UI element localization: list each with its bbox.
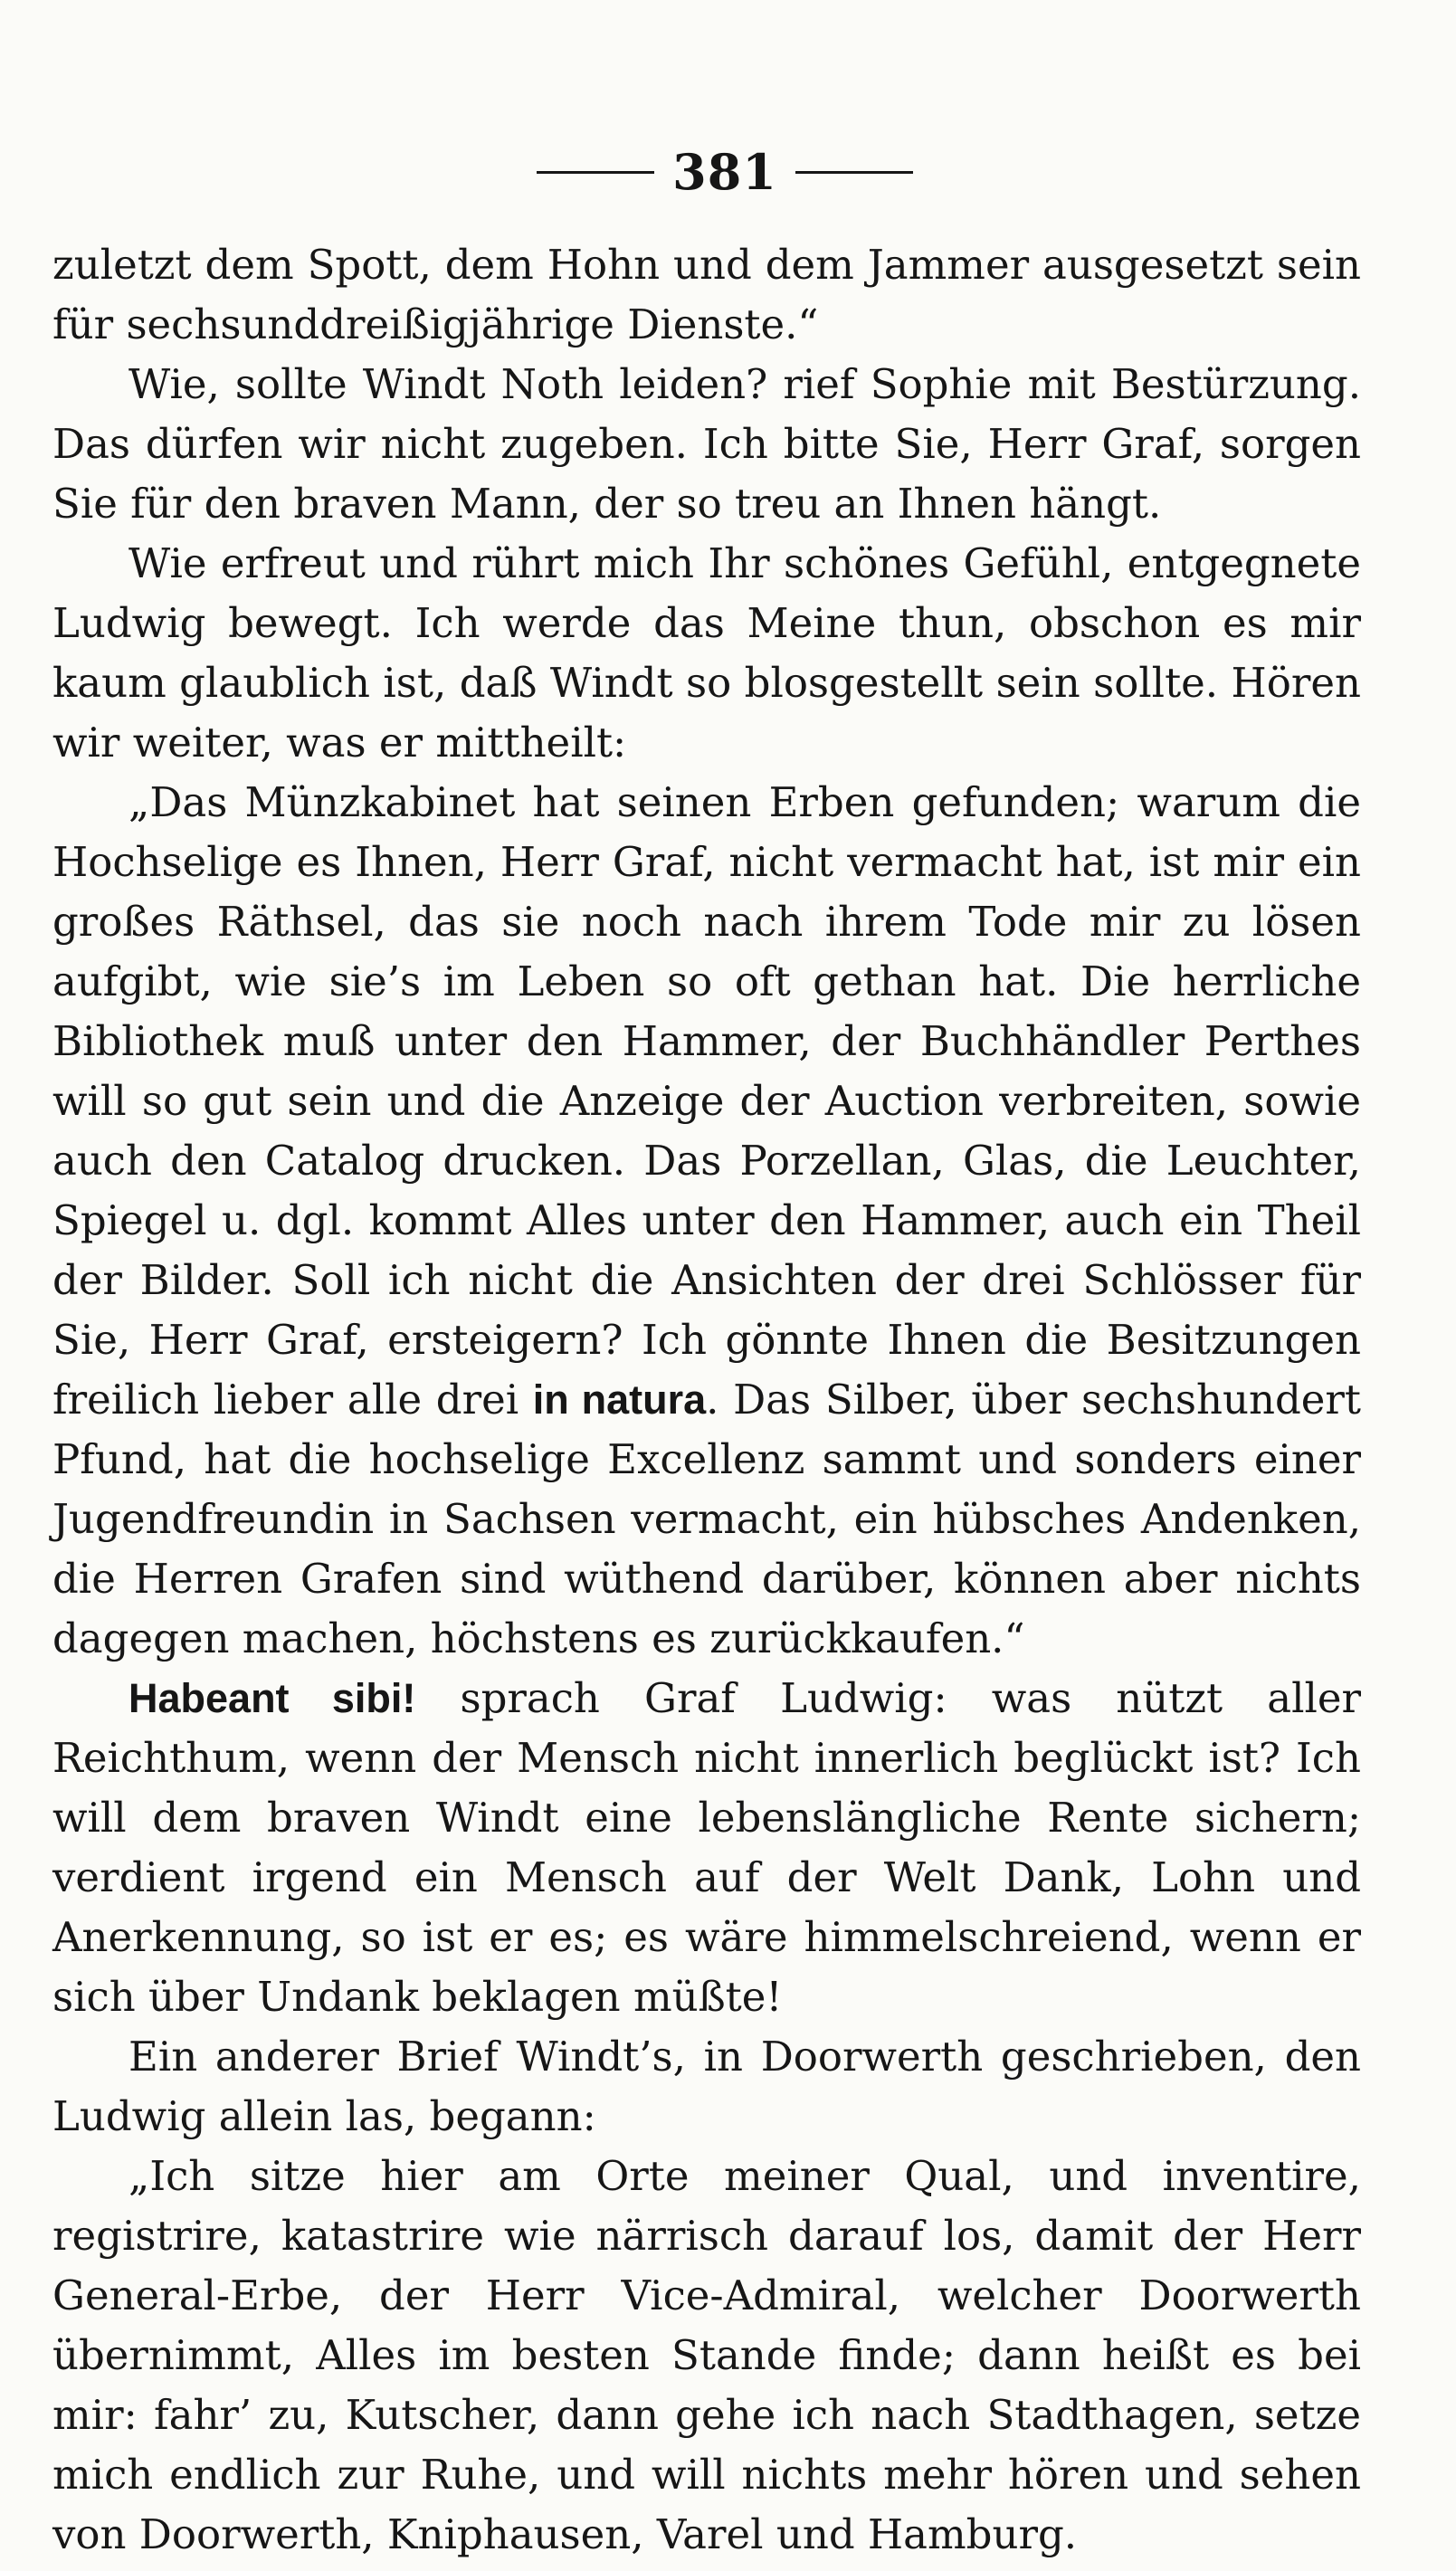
- header-rule-right: [795, 171, 913, 174]
- page-header: [89, 145, 1361, 199]
- text-run: „Das Münzkabinet hat seinen Erben gefunden; warum die Hochselige es Ihnen, Herr Graf, nicht vermacht hat, ist mir ein großes Räthsel, das sie noch nach ihrem Tode mir zu lösen aufgibt, wie sie’s im Leben so oft gethan hat. Die herrliche Bibliothek muß unter den Hammer, der Buchhändler Perthes will so gut sein und die Anzeige der Auction verbreiten, sowie auch den Catalog drucken. Das Porzellan, Glas, die Leuchter, Spiegel u. dgl. kommt Alles unter den Hammer, auch ein Theil der Bilder. Soll ich nicht die Ansichten der drei Schlösser für Sie, Herr Graf, ersteigern? Ich gönnte Ihnen die Besitzungen freilich lieber alle drei: [52, 778, 1361, 1424]
- latin-phrase: Habeant sibi!: [128, 1675, 416, 1721]
- paragraph: [52, 773, 1361, 1669]
- paragraph: [52, 355, 1361, 534]
- text-run: Wie, sollte Windt Noth leiden? rief Sophie mit Bestürzung. Das dürfen wir nicht zugeben. Ich bitte Sie, Herr Graf, sorgen Sie für den braven Mann, der so treu an Ihnen hängt.: [52, 360, 1361, 528]
- text-run: sprach Graf Ludwig: was nützt aller Reichthum, wenn der Mensch nicht innerlich beglückt ist? Ich will dem braven Windt eine lebenslängliche Rente sichern; verdient irgend ein Mensch auf der Welt Dank, Lohn und Anerkennung, so ist er es; es wäre himmelschreiend, wenn er sich über Undank beklagen müßte!: [52, 1674, 1361, 2021]
- paragraph: [52, 2147, 1361, 2565]
- text-run: „Ich sitze hier am Orte meiner Qual, und inventire, registrire, katastrire wie närrisch darauf los, damit der Herr General-Erbe, der Herr Vice-Admiral, welcher Doorwerth übernimmt, Alles im besten Stande finde; dann heißt es bei mir: fahr’ zu, Kutscher, dann gehe ich nach Stadthagen, setze mich endlich zur Ruhe, und will nichts mehr hören und sehen von Doorwerth, Kniphausen, Varel und Hamburg.: [52, 2152, 1361, 2558]
- paragraph: [52, 2027, 1361, 2147]
- page-number: 381: [672, 143, 777, 201]
- latin-phrase: in natura: [532, 1376, 707, 1423]
- header-rule-left: [537, 171, 654, 174]
- text-run: . Das Silber, über sechshundert Pfund, hat die hochselige Excellenz sammt und sonders einer Jugendfreundin in Sachsen vermacht, ein hübsches Andenken, die Herren Grafen sind wüthend darüber, können aber nichts dagegen machen, höchstens es zurückkaufen.“: [52, 1376, 1361, 1662]
- text-run: Wie erfreut und rührt mich Ihr schönes Gefühl, entgegnete Ludwig bewegt. Ich werde das Meine thun, obschon es mir kaum glaublich ist, daß Windt so blosgestellt sein sollte. Hören wir weiter, was er mittheilt:: [52, 539, 1361, 767]
- text-run: Ein anderer Brief Windt’s, in Doorwerth geschrieben, den Ludwig allein las, begann:: [52, 2033, 1361, 2140]
- body-text: [52, 235, 1361, 2565]
- paragraph: [52, 1669, 1361, 2027]
- paragraph: [52, 235, 1361, 355]
- text-run: zuletzt dem Spott, dem Hohn und dem Jammer ausgesetzt sein für sechsunddreißigjährige Dienste.“: [52, 241, 1361, 348]
- paragraph: [52, 534, 1361, 773]
